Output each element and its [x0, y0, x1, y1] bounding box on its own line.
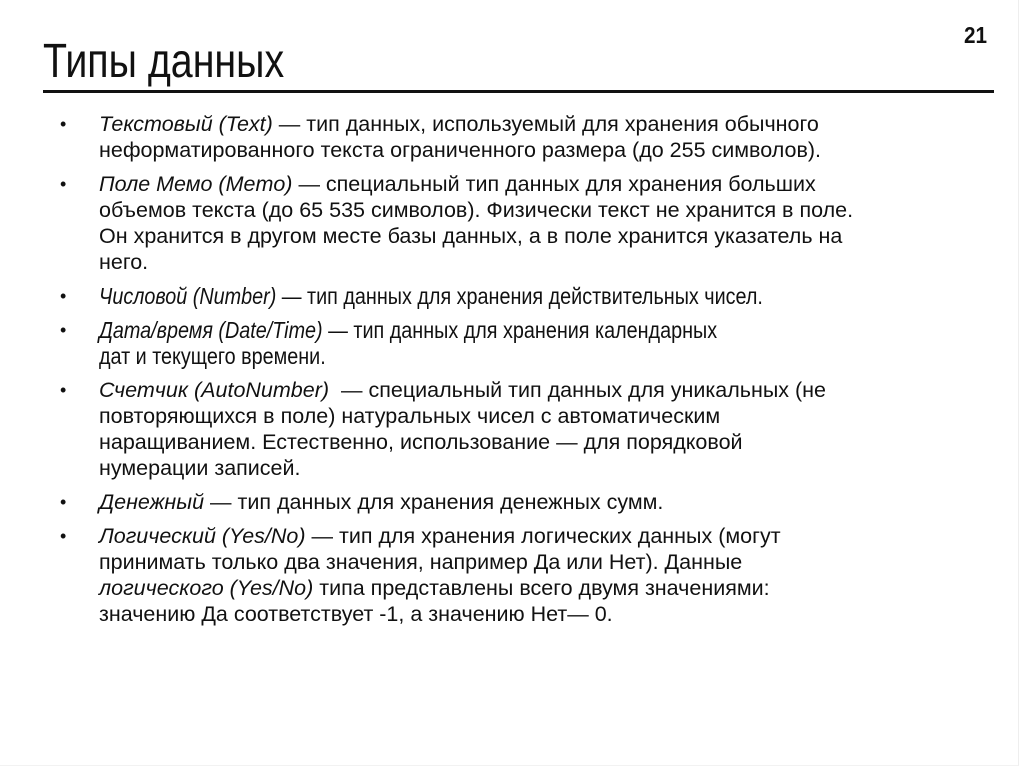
term-label: Поле Мемо (Memo): [99, 172, 293, 196]
list-item-text-type: [0, 111, 899, 163]
term-label: Счетчик (AutoNumber): [99, 378, 330, 402]
item-description: — тип данных для хранения действительных чисел.: [276, 283, 763, 309]
list-item-memo-type: [0, 171, 909, 275]
list-item-logical-type: [0, 523, 864, 627]
list-item-number-type: [0, 283, 1000, 309]
bullet-icon: •: [60, 286, 67, 306]
item-description: — специальный тип данных для хранения больших объемов текста (до 65 535 символов). Физически текст не хранится в поле. Он хранится в другом месте базы данных, а в поле хранится указатель на него.: [99, 172, 854, 274]
term-label: Дата/время (Date/Time): [99, 317, 323, 343]
item-description-continued: типа представлены всего двумя значениями: значению Да соответствует -1, а значению Нет— 0.: [99, 576, 770, 626]
bullet-icon: •: [60, 320, 67, 340]
term-label-secondary: логического (Yes/No): [99, 576, 314, 600]
item-description: — тип данных для хранения денежных сумм.: [204, 490, 664, 514]
item-description: — тип для хранения логических данных (могут принимать только два значения, например Да или Нет). Данные: [99, 524, 781, 574]
slide-number: 21: [964, 22, 988, 48]
term-label: Логический (Yes/No): [99, 524, 306, 548]
bullet-icon: •: [60, 380, 67, 400]
item-description: — тип данных, используемый для хранения обычного неформатированного текста ограниченного размера (до 255 символов).: [99, 112, 822, 162]
bullet-icon: •: [60, 114, 67, 134]
term-label: Денежный: [99, 490, 205, 514]
item-description: — тип данных для хранения календарных дат и текущего времени.: [99, 317, 718, 369]
slide-title: Типы данных: [43, 35, 285, 88]
term-label: Числовой (Number): [99, 283, 277, 309]
list-item-autonumber-type: [0, 377, 879, 481]
list-item-currency-type: [0, 489, 1000, 515]
item-description: — специальный тип данных для уникальных (не повторяющихся в поле) натуральных чисел с автоматическим наращиванием. Естественно, использование — для порядковой нумерации записей.: [99, 378, 832, 480]
title-divider: [43, 90, 994, 93]
term-label: Текстовый (Text): [99, 112, 273, 136]
list-item-datetime-type: [0, 317, 1000, 369]
bullet-icon: •: [60, 174, 67, 194]
bullet-icon: •: [60, 526, 67, 546]
bullet-icon: •: [60, 492, 67, 512]
bullet-list: [0, 111, 1000, 635]
